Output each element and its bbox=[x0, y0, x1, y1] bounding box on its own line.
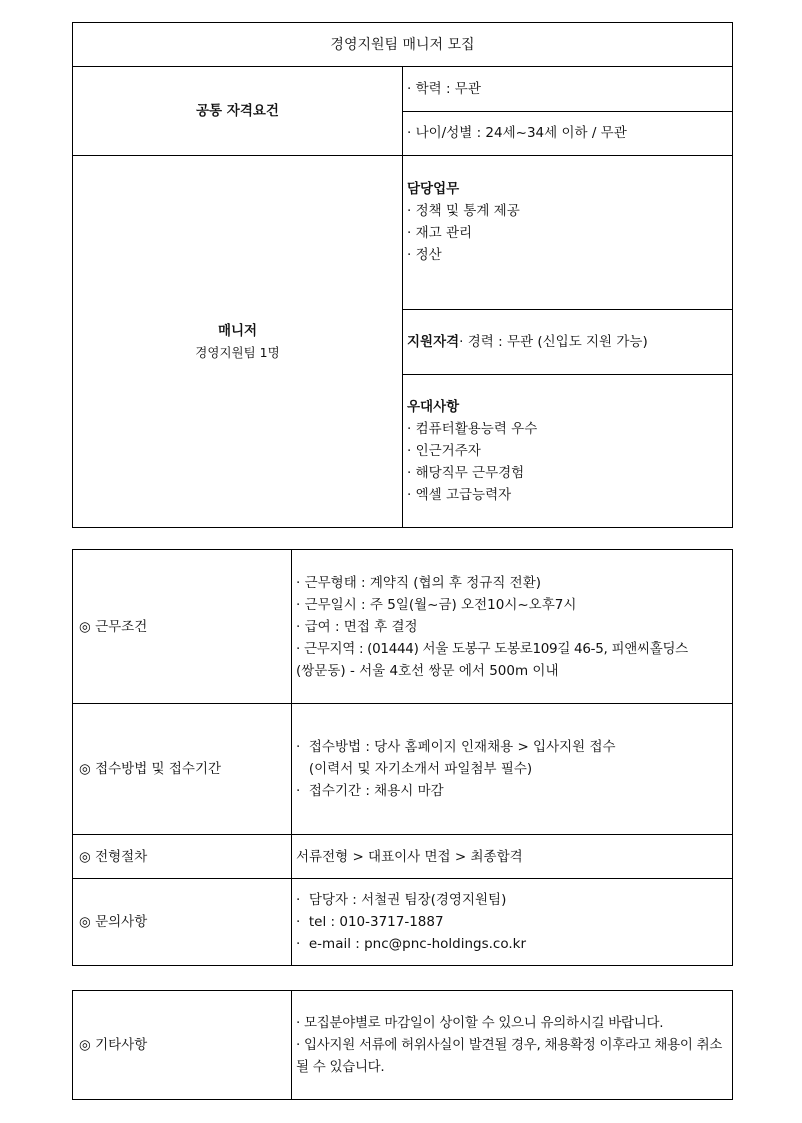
document-title: 경영지원팀 매니저 모집 bbox=[73, 23, 733, 67]
preferred-item: · 엑셀 고급능력자 bbox=[407, 487, 512, 503]
other-notes-cell bbox=[292, 991, 733, 1100]
application-line: · 접수방법 : 당사 홈페이지 인재채용 > 입사지원 접수 bbox=[296, 739, 616, 755]
process-text: 서류전형 > 대표이사 면접 > 최종합격 bbox=[292, 835, 733, 879]
application-line: · 접수기간 : 채용시 마감 bbox=[296, 783, 444, 799]
preferred-cell bbox=[403, 375, 733, 528]
work-conditions-cell bbox=[292, 550, 733, 704]
manager-team-count: 경영지원팀 1명 bbox=[195, 344, 280, 360]
contact-line: · 담당자 : 서철권 팀장(경영지원팀) bbox=[296, 892, 507, 908]
qualification-heading: 지원자격 bbox=[407, 334, 460, 350]
preferred-heading: 우대사항 bbox=[407, 399, 460, 415]
duty-item: · 재고 관리 bbox=[407, 224, 473, 241]
duty-item: · 정책 및 통계 제공 bbox=[407, 202, 520, 219]
other-notes-label: ◎ 기타사항 bbox=[73, 991, 292, 1100]
work-conditions-label: ◎ 근무조건 bbox=[73, 550, 292, 704]
qualification-text: · 경력 : 무관 (신입도 지원 가능) bbox=[459, 334, 648, 350]
preferred-item: · 해당직무 근무경험 bbox=[407, 465, 525, 481]
requirement-education: · 학력 : 무관 bbox=[403, 67, 733, 112]
work-conditions-table bbox=[72, 549, 733, 966]
duty-item: · 정산 bbox=[407, 246, 442, 263]
process-label: ◎ 전형절차 bbox=[73, 835, 292, 879]
other-notes-table bbox=[72, 990, 733, 1100]
manager-label: 매니저 bbox=[217, 322, 258, 339]
application-cell bbox=[292, 704, 733, 835]
application-label: ◎ 접수방법 및 접수기간 bbox=[73, 704, 292, 835]
contact-line: · e-mail : pnc@pnc-holdings.co.kr bbox=[296, 936, 527, 952]
other-note-line: · 모집분야별로 마감일이 상이할 수 있으니 유의하시길 바랍니다. bbox=[296, 1015, 664, 1031]
preferred-item: · 컴퓨터활용능력 우수 bbox=[407, 421, 538, 437]
preferred-item: · 인근거주자 bbox=[407, 443, 481, 459]
other-note-line: · 입사지원 서류에 허위사실이 발견될 경우, 채용확정 이후라고 채용이 취소될 수 있습니다. bbox=[296, 1037, 723, 1075]
condition-line: · 근무일시 : 주 5일(월~금) 오전10시~오후7시 bbox=[296, 596, 577, 613]
application-line: (이력서 및 자기소개서 파일첨부 필수) bbox=[296, 761, 533, 777]
manager-position-cell bbox=[73, 156, 403, 528]
condition-line: · 급여 : 면접 후 결정 bbox=[296, 618, 418, 635]
contact-line: · tel : 010-3717-1887 bbox=[296, 914, 444, 930]
condition-line: · 근무지역 : (01444) 서울 도봉구 도봉로109길 46-5, 피앤씨홀딩스 bbox=[296, 640, 688, 657]
requirement-age-gender: · 나이/성별 : 24세~34세 이하 / 무관 bbox=[403, 111, 733, 156]
contact-cell bbox=[292, 879, 733, 966]
contact-label: ◎ 문의사항 bbox=[73, 879, 292, 966]
common-requirements-label: 공통 자격요건 bbox=[73, 67, 403, 156]
duties-heading: 담당업무 bbox=[407, 180, 460, 197]
qualification-cell bbox=[403, 310, 733, 375]
condition-line: · 근무형태 : 계약직 (협의 후 정규직 전환) bbox=[296, 574, 542, 591]
recruitment-overview-table bbox=[72, 22, 733, 528]
duties-cell bbox=[403, 156, 733, 310]
condition-line: (쌍문동) - 서울 4호선 쌍문 에서 500m 이내 bbox=[296, 662, 559, 679]
